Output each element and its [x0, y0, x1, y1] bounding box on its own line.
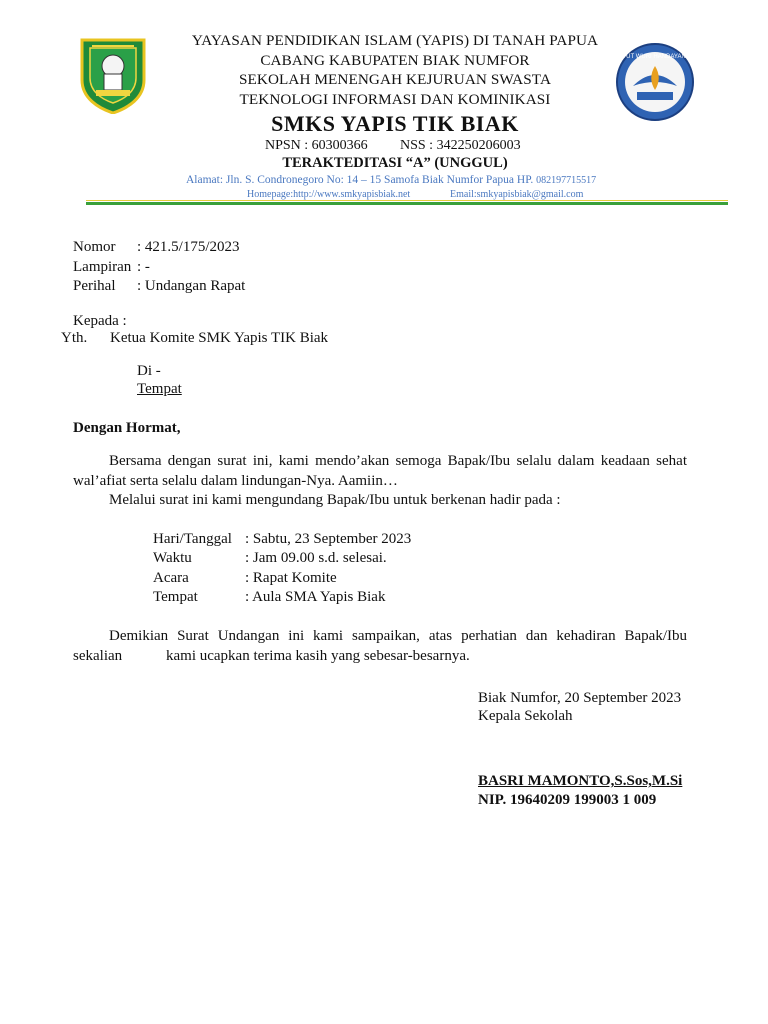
- recipient: Ketua Komite SMK Yapis TIK Biak: [110, 330, 329, 346]
- lampiran-value: : -: [137, 259, 150, 275]
- closing-line-2-end: kami ucapkan terima kasih yang sebesar-besarnya.: [166, 648, 470, 664]
- detail-label: Hari/Tanggal: [153, 531, 232, 547]
- detail-value: : Rapat Komite: [245, 570, 337, 586]
- header-rule-yellow: [86, 200, 728, 201]
- detail-label: Waktu: [153, 550, 192, 566]
- paragraph-1-line-2: wal’afiat serta selalu dalam lindungan-Nya. Aamiin…: [73, 473, 398, 489]
- place-date: Biak Numfor, 20 September 2023: [478, 690, 682, 706]
- school-address: [186, 174, 596, 186]
- header-program: TEKNOLOGI INFORMASI DAN KOMINIKASI: [239, 91, 551, 108]
- signer-nip: NIP. 19640209 199003 1 009: [478, 792, 657, 808]
- signer-name: BASRI MAMONTO,S.Sos,M.Si: [478, 773, 683, 789]
- detail-label: Acara: [153, 570, 189, 586]
- salutation: Dengan Hormat,: [73, 420, 181, 436]
- perihal-label: Perihal: [73, 278, 116, 294]
- kepada: Kepada :: [73, 313, 127, 329]
- header-rule-green: [86, 202, 728, 205]
- detail-value: : Jam 09.00 s.d. selesai.: [245, 550, 387, 566]
- address-text: Alamat: Jln. S. Condronegoro No: 14 – 15 Samofa Biak Numfor Papua HP.: [186, 174, 534, 186]
- detail-label: Tempat: [153, 589, 198, 605]
- nomor-value: : 421.5/175/2023: [137, 239, 240, 255]
- position: Kepala Sekolah: [478, 708, 573, 724]
- perihal-value: : Undangan Rapat: [137, 278, 246, 294]
- detail-value: : Sabtu, 23 September 2023: [245, 531, 412, 547]
- nomor-label: Nomor: [73, 239, 116, 255]
- school-name: SMKS YAPIS TIK BIAK: [271, 111, 519, 136]
- yth: Yth.: [61, 330, 88, 346]
- npsn: NPSN : 60300366: [265, 138, 368, 153]
- accreditation: TERAKTEDITASI “A” (UNGGUL): [282, 155, 508, 171]
- header-branch: CABANG KABUPATEN BIAK NUMFOR: [260, 52, 530, 69]
- nss: NSS : 342250206003: [400, 138, 521, 153]
- di: Di -: [137, 363, 161, 379]
- closing-line-2-start: sekalian: [73, 648, 123, 664]
- tempat-address: Tempat: [137, 381, 182, 397]
- paragraph-2: Melalui surat ini kami mengundang Bapak/Ibu untuk berkenan hadir pada :: [109, 492, 561, 508]
- header-school-type: SEKOLAH MENENGAH KEJURUAN SWASTA: [238, 71, 552, 88]
- lampiran-label: Lampiran: [73, 259, 132, 275]
- homepage: Homepage:http://www.smkyapisbiak.net: [247, 189, 411, 200]
- paragraph-1-line-1: Bersama dengan surat ini, kami mendo’akan semoga Bapak/Ibu selalu dalam keadaan sehat: [109, 453, 687, 469]
- right-logo-text: TUT WURI HANDAYANI: [622, 54, 688, 60]
- phone-number: 082197715517: [536, 175, 597, 186]
- detail-value: : Aula SMA Yapis Biak: [245, 589, 386, 605]
- email: Email:smkyapisbiak@gmail.com: [450, 189, 584, 200]
- closing-line-1: Demikian Surat Undangan ini kami sampaikan, atas perhatian dan kehadiran Bapak/Ibu: [109, 628, 687, 644]
- yapis-logo: [78, 36, 148, 114]
- header-foundation: YAYASAN PENDIDIKAN ISLAM (YAPIS) DI TANAH PAPUA: [191, 32, 599, 49]
